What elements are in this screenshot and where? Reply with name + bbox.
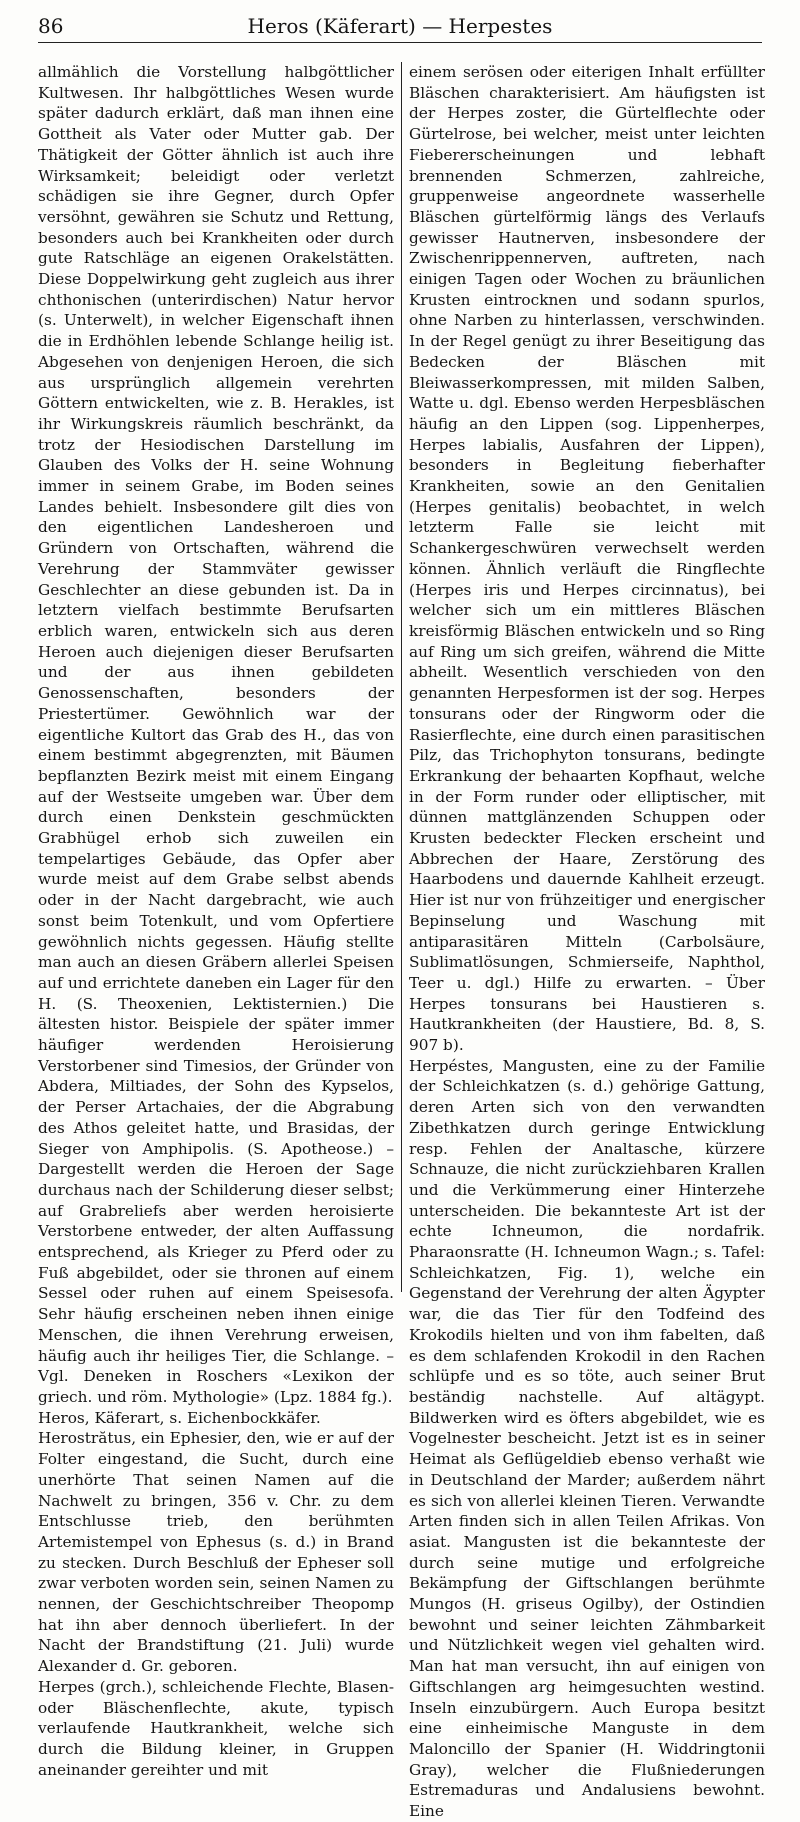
page-header — [38, 12, 762, 43]
entry-herpestes: Herpéstes, Mangusten, eine zu der Familie der Schleichkatzen (s. d.) gehörige Gattung, deren Arten sich von den verwandten Zibethkatzen durch geringe Entwicklung resp. Fehlen der Analtasche, kürzere Schnauze, die nicht zurückziehbaren Krallen und die Verkümmerung einer Hinterzehe unterscheiden. Die bekannteste Art ist der echte Ichneumon, die nordafrik. Pharaonsratte (H. Ichneumon Wagn.; s. Tafel: Schleichkatzen, Fig. 1), welche ein Gegenstand der Verehrung der alten Ägypter war, die das Tier für den Todfeind des Krokodils hielten und von ihm fabelten, daß es dem schlafenden Krokodil in den Rachen schlüpfe und es so töte, auch seiner Brut beständig nachstelle. Auf altägypt. Bildwerken wird es öfters abgebildet, wie es Vogelnester bescheicht. Jetzt ist es in seiner Heimat als Geflügeldieb ebenso verhaßt wie in Deutschland der Marder; außerdem nährt es sich von allerlei kleinen Tieren. Verwandte Arten finden sich in allen Teilen Afrikas. Von asiat. Mangusten ist die bekannteste der durch seine mutige und erfolgreiche Bekämpfung der Giftschlangen berühmte Mungos (H. griseus Ogilby), der Ostindien bewohnt und seiner leichten Zähmbarkeit und Nützlichkeit wegen viel gehalten wird. Man hat man versucht, ihn auf einigen von Giftschlangen arg heimgesuchten westind. Inseln einzubürgern. Auch Europa besitzt eine einheimische Manguste in dem Maloncillo der Spanier (H. Widdringtonii Gray), welcher die Flußniederungen Estremaduras und Andalusiens bewohnt. Eine — [409, 1056, 765, 1821]
entry-herpes: Herpes (grch.), schleichende Flechte, Blasen- oder Bläschenflechte, akute, typisch verlaufende Hautkrankheit, welche sich durch die Bildung kleiner, in Gruppen aneinander gereihter und mit — [38, 1677, 394, 1779]
right-column — [409, 62, 765, 1821]
left-column — [38, 62, 394, 1779]
entry-heros-continuation: allmählich die Vorstellung halbgöttlicher Kultwesen. Ihr halbgöttliches Wesen wurde später dadurch erklärt, daß man ihnen eine Gottheit als Vater oder Mutter gab. Der Thätigkeit der Götter ähnlich ist auch ihre Wirksamkeit; beleidigt oder verletzt schädigen sie ihre Gegner, durch Opfer versöhnt, gewähren sie Schutz und Rettung, besonders auch bei Krankheiten oder durch gute Ratschläge an eigenen Orakelstätten. Diese Doppelwirkung geht zugleich aus ihrer chthonischen (unterirdischen) Natur hervor (s. Unterwelt), in welcher Eigenschaft ihnen die in Erdhöhlen lebende Schlange heilig ist. Abgesehen von denjenigen Heroen, die sich aus ursprünglich allgemein verehrten Göttern entwickelten, wie z. B. Herakles, ist ihr Wirkungskreis räumlich beschränkt, da trotz der Hesiodischen Darstellung im Glauben des Volks der H. seine Wohnung immer in seinem Grabe, im Boden seines Landes behielt. Insbesondere gilt dies von den eigentlichen Landesheroen und Gründern von Ortschaften, während die Verehrung der Stammväter gewisser Geschlechter an diese gebunden ist. Da in letztern vielfach bestimmte Berufsarten erblich waren, entwickeln sich aus deren Heroen auch diejenigen dieser Berufsarten und der aus ihnen gebildeten Genossenschaften, besonders der Priestertümer. Gewöhnlich war der eigentliche Kultort das Grab des H., das von einem bestimmt abgegrenzten, mit Bäumen bepflanzten Bezirk meist mit einem Eingang auf der Westseite umgeben war. Über dem durch einen Denkstein geschmückten Grabhügel erhob sich zuweilen ein tempelartiges Gebäude, das Opfer aber wurde meist auf dem Grabe selbst abends oder in der Nacht dargebracht, wie auch sonst beim Totenkult, und vom Opfertiere gewöhnlich nichts gegessen. Häufig stellte man auch an diesen Gräbern allerlei Speisen auf und errichtete daneben ein Lager für den H. (S. Theoxenien, Lektisternien.) Die ältesten histor. Beispiele der später immer häufiger werdenden Heroisierung Verstorbener sind Timesios, der Gründer von Abdera, Miltiades, der Sohn des Kypselos, der Perser Artachaies, der die Abgrabung des Athos geleitet hatte, und Brasidas, der Sieger von Amphipolis. (S. Apotheose.) – Dargestellt werden die Heroen der Sage durchaus nach der Schilderung dieser selbst; auf Grabreliefs aber werden heroisierte Verstorbene entweder, der alten Auffassung entsprechend, als Krieger zu Pferd oder zu Fuß abgebildet, oder sie thronen auf einem Sessel oder ruhen auf einem Speisesofa. Sehr häufig erscheinen neben ihnen einige Menschen, die ihnen Verehrung erweisen, häufig auch ihr heiliges Tier, die Schlange. – Vgl. Deneken in Roschers «Lexikon der griech. und röm. Mythologie» (Lpz. 1884 fg.). — [38, 63, 394, 1406]
entry-heros-kaeferart: Heros, Käferart, s. Eichenbockkäfer. — [38, 1408, 321, 1427]
page-number: 86 — [38, 14, 64, 38]
running-title: Heros (Käferart) — Herpestes — [247, 14, 553, 38]
entry-herostratus: Herostrătus, ein Ephesier, den, wie er auf der Folter eingestand, die Sucht, durch eine unerhörte That seinen Namen auf die Nachwelt zu bringen, 356 v. Chr. zu dem Entschlusse trieb, den berühmten Artemistempel von Ephesus (s. d.) in Brand zu stecken. Durch Beschluß der Epheser soll zwar verboten worden sein, seinen Namen zu nennen, der Geschichtschreiber Theopomp hat ihn aber dennoch überliefert. In der Nacht der Brandstiftung (21. Juli) wurde Alexander d. Gr. geboren. — [38, 1429, 394, 1676]
column-divider — [401, 62, 402, 1292]
entry-herpes-continuation: einem serösen oder eiterigen Inhalt erfüllter Bläschen charakterisiert. Am häufigsten ist der Herpes zoster, die Gürtelflechte oder Gürtelrose, bei welcher, meist unter leichten Fiebererscheinungen und lebhaft brennenden Schmerzen, zahlreiche, gruppenweise angeordnete wasserhelle Bläschen gürtelförmig längs des Verlaufs gewisser Hautnerven, insbesondere der Zwischenrippennerven, auftreten, nach einigen Tagen oder Wochen zu bräunlichen Krusten eintrocknen und sodann spurlos, ohne Narben zu hinterlassen, verschwinden. In der Regel genügt zu ihrer Beseitigung das Bedecken der Bläschen mit Bleiwasserkompressen, mit milden Salben, Watte u. dgl. Ebenso werden Herpesbläschen häufig an den Lippen (sog. Lippenherpes, Herpes labialis, Ausfahren der Lippen), besonders in Begleitung fieberhafter Krankheiten, sowie an den Genitalien (Herpes genitalis) beobachtet, in welch letzterm Falle sie leicht mit Schankergeschwüren verwechselt werden können. Ähnlich verläuft die Ringflechte (Herpes iris und Herpes circinnatus), bei welcher sich um ein mittleres Bläschen kreisförmig Bläschen entwickeln und so Ring auf Ring um sich greifen, während die Mitte abheilt. Wesentlich verschieden von den genannten Herpesformen ist der sog. Herpes tonsurans oder der Ringworm oder die Rasierflechte, eine durch einen parasitischen Pilz, das Trichophyton tonsurans, bedingte Erkrankung der behaarten Kopfhaut, welche in der Form runder oder elliptischer, mit dünnen mattglänzenden Schuppen oder Krusten bedeckter Flecken erscheint und Abbrechen der Haare, Zerstörung des Haarbodens und dauernde Kahlheit erzeugt. Hier ist nur von frühzeitiger und energischer Bepinselung und Waschung mit antiparasitären Mitteln (Carbolsäure, Sublimatlösungen, Schmierseife, Naphthol, Teer u. dgl.) Hilfe zu erwarten. – Über Herpes tonsurans bei Haustieren s. Hautkrankheiten (der Haustiere, Bd. 8, S. 907 b). — [409, 63, 765, 1055]
